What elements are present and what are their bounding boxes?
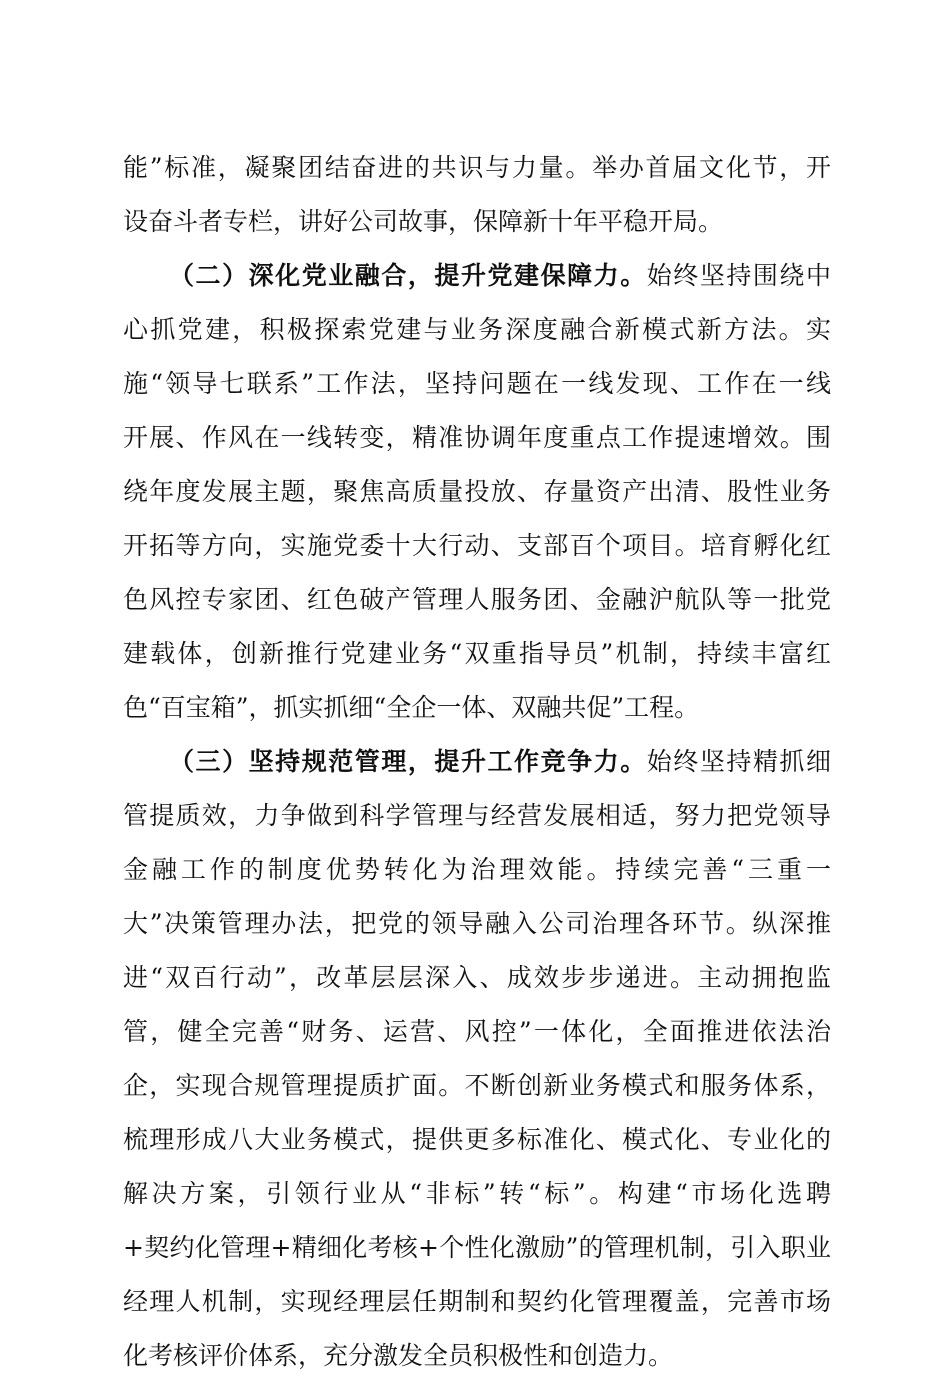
section-3-first-line <box>123 735 831 789</box>
body-text <box>123 141 831 1383</box>
paragraph-line: 解决方案，引领行业从“非标”转“标”。构建“市场化选聘 <box>123 1179 831 1208</box>
paragraph-line: 能”标准，凝聚团结奋进的共识与力量。举办首届文化节，开 <box>123 153 831 182</box>
paragraph-line: 企，实现合规管理提质扩面。不断创新业务模式和服务体系， <box>123 1071 831 1100</box>
section-3-heading: （三）坚持规范管理，提升工作竞争力。 <box>169 747 647 776</box>
section-2-first-line <box>123 249 831 303</box>
paragraph-line: 色“百宝箱”，抓实抓细“全企一体、双融共促”工程。 <box>123 693 700 722</box>
paragraph-line: 开展、作风在一线转变，精准协调年度重点工作提速增效。围 <box>123 423 831 452</box>
section-2-heading: （二）深化党业融合，提升党建保障力。 <box>169 261 647 290</box>
paragraph-line: 色风控专家团、红色破产管理人服务团、金融沪航队等一批党 <box>123 585 831 614</box>
paragraph-line: 进“双百行动”，改革层层深入、成效步步递进。主动拥抱监 <box>123 963 831 992</box>
paragraph-line: 绕年度发展主题，聚焦高质量投放、存量资产出清、股性业务 <box>123 477 831 506</box>
paragraph-line: +契约化管理+精细化考核+个性化激励”的管理机制，引入职业 <box>123 1233 831 1262</box>
paragraph-line: 建载体，创新推行党建业务“双重指导员”机制，持续丰富红 <box>123 639 831 668</box>
paragraph-line: 金融工作的制度优势转化为治理效能。持续完善“三重一 <box>123 855 831 884</box>
paragraph-line: 化考核评价体系，充分激发全员积极性和创造力。 <box>123 1341 674 1370</box>
paragraph-line: 大”决策管理办法，把党的领导融入公司治理各环节。纵深推 <box>123 909 831 938</box>
section-2-first-line-rest: 始终坚持围绕中 <box>646 261 831 290</box>
paragraph-line: 管提质效，力争做到科学管理与经营发展相适，努力把党领导 <box>123 801 831 830</box>
paragraph-line: 施“领导七联系”工作法，坚持问题在一线发现、工作在一线 <box>123 369 831 398</box>
paragraph-line: 设奋斗者专栏，讲好公司故事，保障新十年平稳开局。 <box>123 207 724 236</box>
paragraph-line: 经理人机制，实现经理层任期制和契约化管理覆盖，完善市场 <box>123 1287 831 1316</box>
paragraph-line: 心抓党建，积极探索党建与业务深度融合新模式新方法。实 <box>123 315 831 344</box>
paragraph-line: 梳理形成八大业务模式，提供更多标准化、模式化、专业化的 <box>123 1125 831 1154</box>
paragraph-line: 管，健全完善“财务、运营、风控”一体化，全面推进依法治 <box>123 1017 831 1046</box>
paragraph-line: 开拓等方向，实施党委十大行动、支部百个项目。培育孵化红 <box>123 531 831 560</box>
section-3-first-line-rest: 始终坚持精抓细 <box>646 747 831 776</box>
